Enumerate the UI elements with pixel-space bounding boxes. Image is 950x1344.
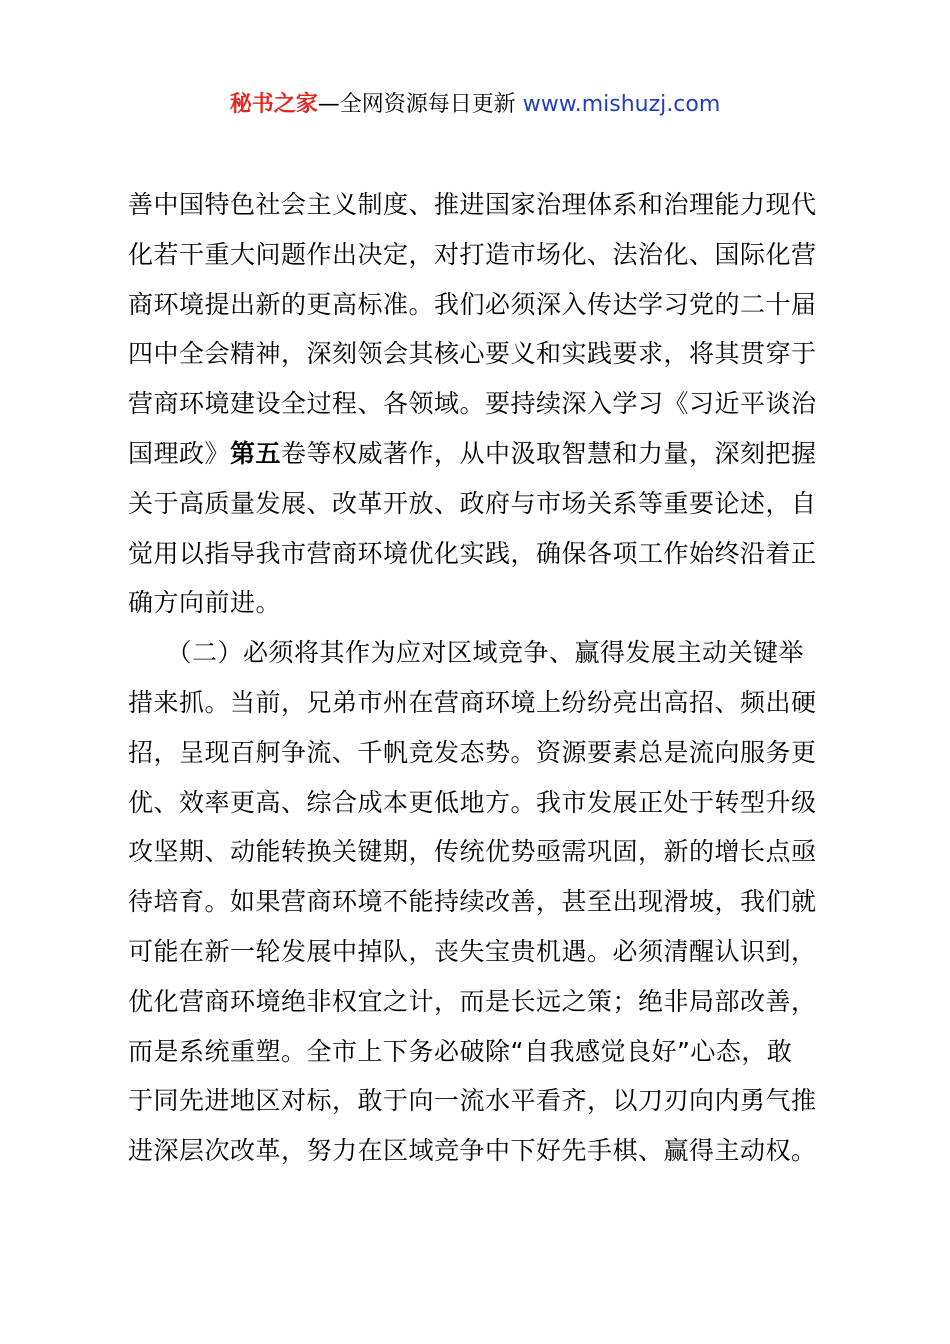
text-line: 营商环境建设全过程、各领域。要持续深入学习《习近平谈治: [128, 389, 817, 419]
text-line: 觉用以指导我市营商环境优化实践，确保各项工作始终沿着正: [128, 538, 817, 568]
text-line: 关于高质量发展、改革开放、政府与市场关系等重要论述，自: [128, 488, 817, 518]
text-segment: 卷等权威著作，从中汲取智慧和力量，深刻把握: [281, 438, 817, 468]
text-line: 进深层次改革，努力在区域竞争中下好先手棋、赢得主动权。: [128, 1136, 817, 1166]
text-line: 招，呈现百舸争流、千帆竞发态势。资源要素总是流向服务更: [128, 737, 817, 767]
text-line: 优、效率更高、综合成本更低地方。我市发展正处于转型升级: [128, 787, 817, 817]
page-header: [0, 88, 950, 122]
site-url: www.mishuzj.com: [522, 92, 721, 117]
header-tagline: —全网资源每日更新: [317, 92, 516, 117]
text-line: 于同先进地区对标，敢于向一流水平看齐，以刀刃向内勇气推: [128, 1086, 817, 1116]
text-line: 商环境提出新的更高标准。我们必须深入传达学习党的二十届: [128, 289, 817, 319]
text-line: 待培育。如果营商环境不能持续改善，甚至出现滑坡，我们就: [128, 887, 817, 917]
text-line: 确方向前进。: [128, 588, 282, 618]
text-line: 善中国特色社会主义制度、推进国家治理体系和治理能力现代: [128, 190, 817, 219]
bold-text: 第五: [230, 438, 282, 468]
section-heading-line: （二）必须将其作为应对区域竞争、赢得发展主动关键举: [128, 638, 805, 668]
text-line: 化若干重大问题作出决定，对打造市场化、法治化、国际化营: [128, 239, 817, 269]
text-line: 措来抓。当前，兄弟市州在营商环境上纷纷亮出高招、频出硬: [128, 687, 817, 717]
text-line: 四中全会精神，深刻领会其核心要义和实践要求，将其贯穿于: [128, 339, 817, 369]
brand-name: 秘书之家: [229, 92, 318, 117]
text-line: 优化营商环境绝非权宜之计，而是长远之策；绝非局部改善，: [128, 986, 817, 1016]
text-segment: 国理政》: [128, 438, 231, 468]
text-line: [128, 429, 836, 479]
document-body: [128, 180, 836, 1176]
text-line: 可能在新一轮发展中掉队，丧失宝贵机遇。必须清醒认识到，: [128, 936, 817, 966]
text-line: 而是系统重塑。全市上下务必破除“自我感觉良好”心态，敢: [128, 1036, 793, 1066]
text-line: 攻坚期、动能转换关键期，传统优势亟需巩固，新的增长点亟: [128, 837, 817, 867]
